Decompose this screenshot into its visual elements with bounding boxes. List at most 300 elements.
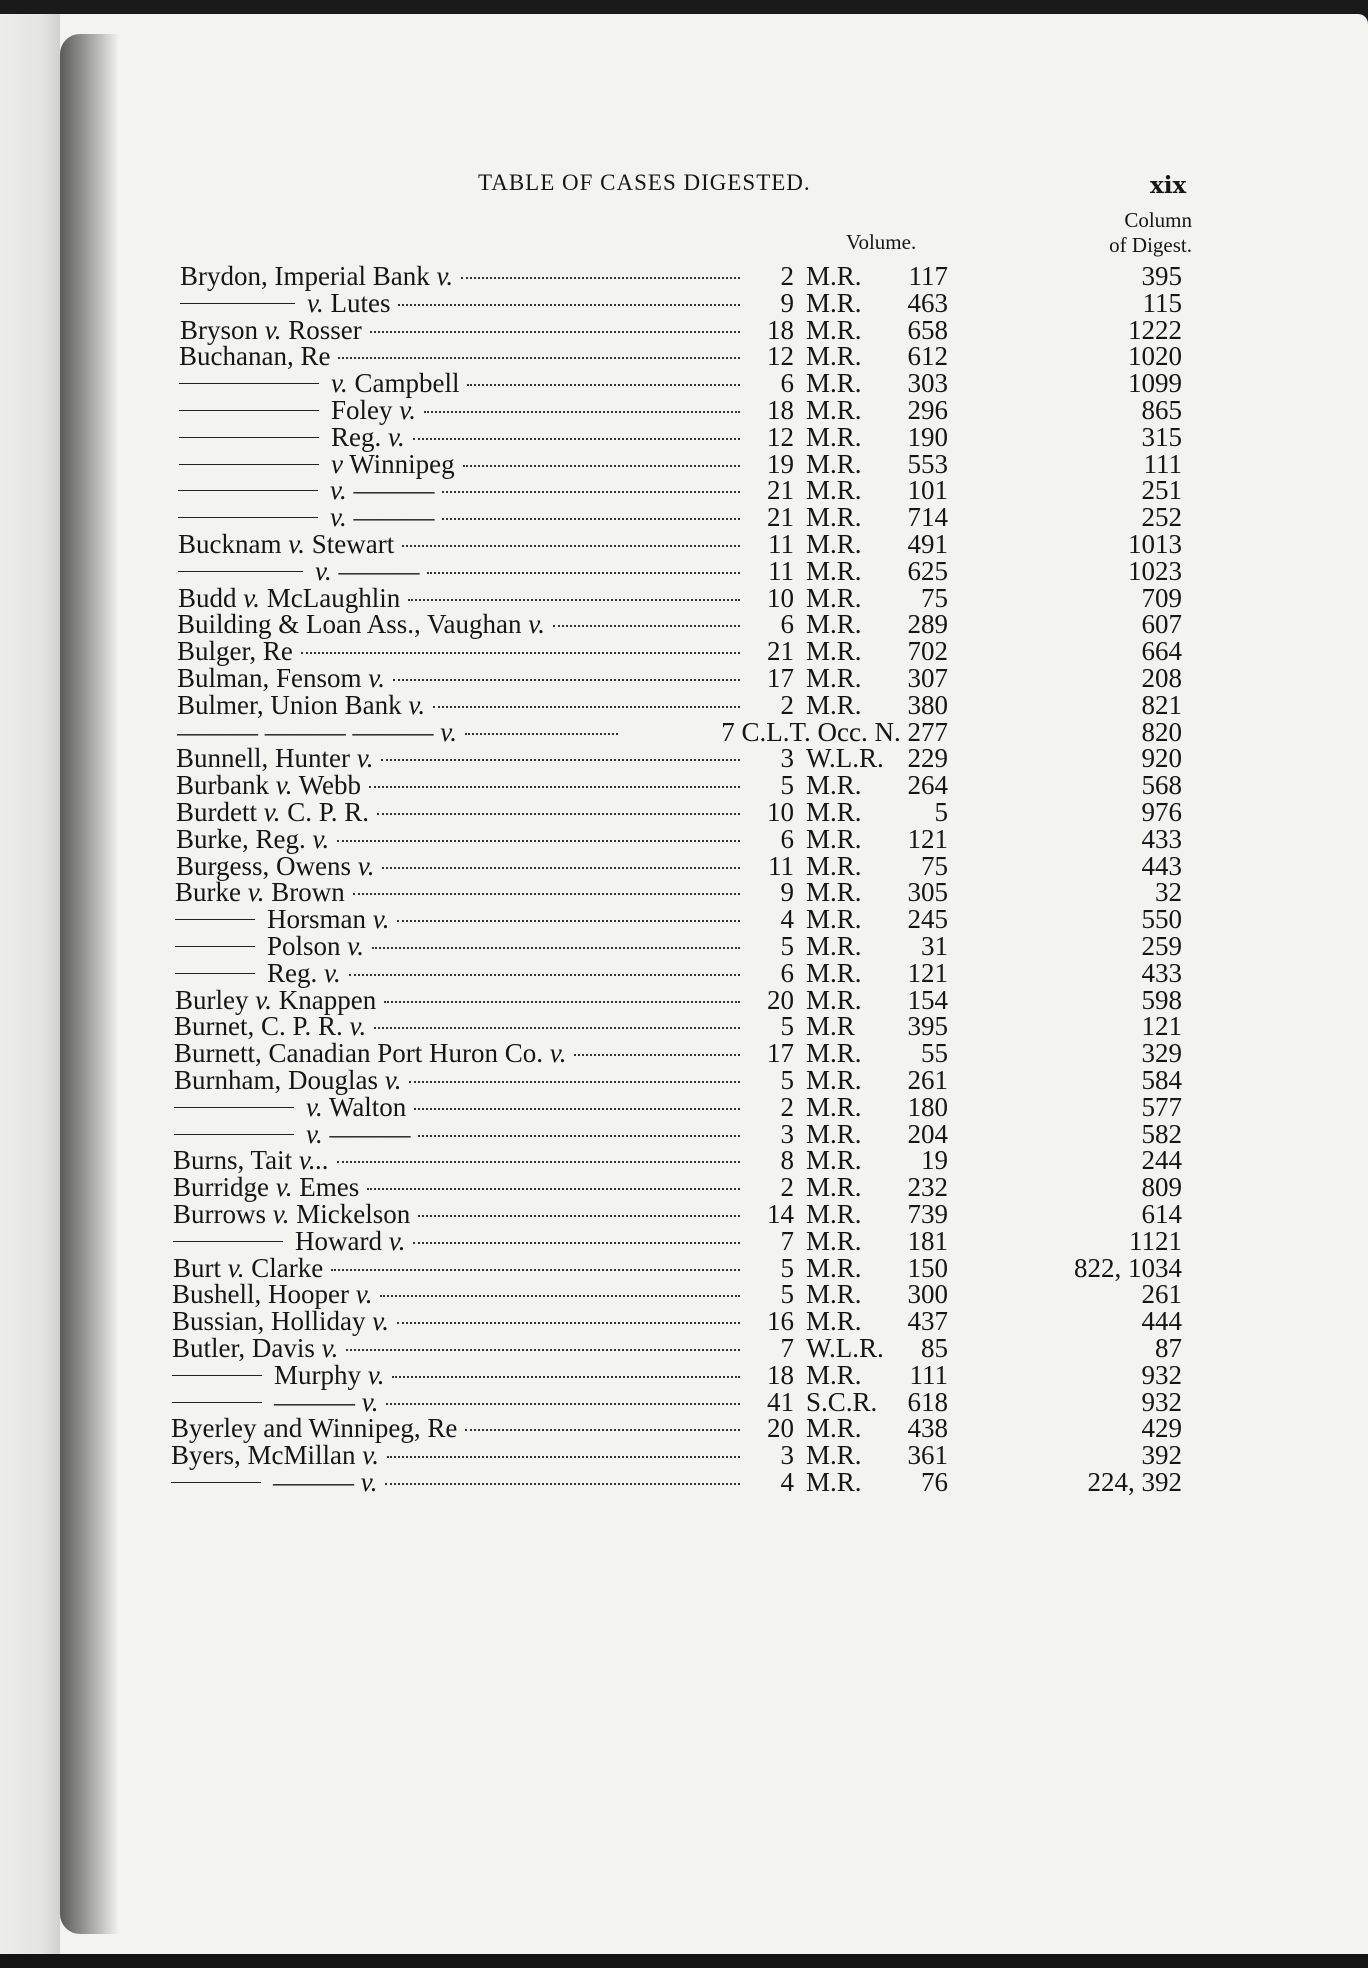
leader-dots bbox=[413, 438, 740, 440]
case-name bbox=[171, 1466, 744, 1498]
versus-mark: v. bbox=[307, 288, 324, 318]
party-name: Bushell, Hooper bbox=[172, 1279, 356, 1309]
opposing-party: C. P. R. bbox=[280, 797, 370, 827]
report-page: 19 bbox=[921, 1145, 948, 1175]
report-abbrev: M.R. bbox=[806, 449, 862, 479]
party-name: ——— bbox=[273, 1467, 361, 1497]
volume-number: 11 bbox=[768, 851, 794, 881]
report-abbrev: M.R. bbox=[806, 368, 862, 398]
party-name: Reg. bbox=[267, 958, 324, 988]
report-page: 380 bbox=[907, 690, 948, 720]
ditto-dash bbox=[174, 1134, 294, 1135]
report-abbrev: M.R. bbox=[806, 1413, 862, 1443]
leader-dots bbox=[465, 1429, 740, 1431]
digest-column: 1121 bbox=[1129, 1226, 1182, 1256]
volume-number: 5 bbox=[780, 1065, 794, 1095]
ditto-dash bbox=[175, 973, 255, 974]
report-page: 714 bbox=[907, 502, 948, 532]
page-number: xix bbox=[1150, 172, 1187, 199]
volume-number: 6 bbox=[780, 824, 794, 854]
volume-number: 10 bbox=[767, 583, 794, 613]
leader-dots bbox=[377, 813, 740, 815]
opposing-party: ——— bbox=[346, 502, 435, 532]
versus-mark: v. bbox=[361, 1387, 379, 1417]
party-name: Byers, McMillan bbox=[171, 1440, 363, 1470]
report-page: 190 bbox=[907, 422, 948, 452]
opposing-party: Clarke bbox=[244, 1253, 324, 1283]
digest-column: 577 bbox=[1141, 1092, 1182, 1122]
digest-column: 821 bbox=[1141, 690, 1182, 720]
digest-column: 115 bbox=[1142, 288, 1182, 318]
report-page: 296 bbox=[907, 395, 948, 425]
volume-number: 8 bbox=[780, 1145, 794, 1175]
report-page: 618 bbox=[907, 1387, 948, 1417]
report-abbrev: M.R. bbox=[806, 1467, 862, 1497]
leader-dots bbox=[370, 331, 740, 333]
digest-column: 392 bbox=[1141, 1440, 1182, 1470]
digest-column: 568 bbox=[1141, 770, 1182, 800]
digest-column: 1099 bbox=[1128, 368, 1182, 398]
report-page: 261 bbox=[907, 1065, 948, 1095]
report-abbrev: M.R. bbox=[806, 636, 862, 666]
volume-number: 17 bbox=[767, 1038, 794, 1068]
digest-column: 32 bbox=[1155, 877, 1182, 907]
volume-citation: 7 C.L.T. Occ. N. 277 bbox=[721, 717, 948, 747]
versus-mark: v. bbox=[440, 717, 457, 747]
leader-dots bbox=[442, 518, 740, 520]
digest-column: 329 bbox=[1141, 1038, 1182, 1068]
leader-dots bbox=[392, 1376, 740, 1378]
volume-number: 6 bbox=[780, 958, 794, 988]
digest-column: 614 bbox=[1141, 1199, 1182, 1229]
digest-column: 1222 bbox=[1128, 315, 1182, 345]
volume-number: 5 bbox=[780, 1279, 794, 1309]
party-name: Bulman, Fensom bbox=[177, 663, 369, 693]
digest-column: 664 bbox=[1141, 636, 1182, 666]
column-of-digest-heading bbox=[1070, 208, 1192, 258]
ditto-dash bbox=[175, 946, 255, 947]
party-name: Butler, Davis bbox=[172, 1333, 322, 1363]
versus-mark: v. bbox=[247, 877, 265, 907]
leader-dots bbox=[382, 867, 740, 869]
volume-number: 41 bbox=[767, 1387, 794, 1417]
digest-column: 244 bbox=[1141, 1145, 1182, 1175]
party-name: Murphy bbox=[274, 1360, 368, 1390]
versus-mark: v. bbox=[275, 1172, 293, 1202]
volume-number: 9 bbox=[780, 288, 794, 318]
digest-column: 395 bbox=[1141, 261, 1182, 291]
versus-mark: v bbox=[331, 449, 343, 479]
party-name: Reg. bbox=[331, 422, 388, 452]
ditto-dash bbox=[178, 571, 303, 572]
digest-column: 822, 1034 bbox=[1074, 1253, 1182, 1283]
versus-mark: v. bbox=[399, 395, 416, 425]
volume-heading: Volume. bbox=[846, 230, 917, 254]
report-page: 307 bbox=[907, 663, 948, 693]
report-abbrev: M.R. bbox=[806, 904, 862, 934]
digest-column: 224, 392 bbox=[1087, 1467, 1182, 1497]
opposing-party: Rosser bbox=[281, 315, 362, 345]
report-abbrev: M.R. bbox=[806, 422, 862, 452]
opposing-party: ——— bbox=[322, 1119, 411, 1149]
leader-dots bbox=[393, 679, 740, 681]
versus-mark: v. bbox=[355, 1279, 373, 1309]
party-name: Howard bbox=[295, 1226, 389, 1256]
report-abbrev: M.R. bbox=[806, 1065, 862, 1095]
versus-mark: v. bbox=[331, 368, 348, 398]
report-page: 437 bbox=[907, 1306, 948, 1336]
ditto-dash bbox=[175, 919, 255, 920]
leader-dots bbox=[398, 304, 740, 306]
party-name: Burke, Reg. bbox=[176, 824, 313, 854]
leader-dots bbox=[465, 733, 618, 735]
volume-number: 18 bbox=[767, 395, 794, 425]
versus-mark: v. bbox=[362, 1440, 379, 1470]
report-page: 658 bbox=[907, 315, 948, 345]
versus-mark: v. bbox=[357, 851, 375, 881]
opposing-party: McLaughlin bbox=[260, 583, 401, 613]
versus-mark: v. bbox=[330, 502, 347, 532]
report-page: 180 bbox=[907, 1092, 948, 1122]
report-abbrev: M.R. bbox=[806, 502, 862, 532]
report-abbrev: S.C.R. bbox=[806, 1387, 878, 1417]
leader-dots bbox=[385, 1483, 740, 1485]
report-abbrev: M.R. bbox=[806, 1253, 862, 1283]
digest-column: 865 bbox=[1141, 395, 1182, 425]
versus-mark: v. bbox=[315, 556, 332, 586]
column-headings bbox=[0, 208, 1368, 258]
digest-column: 809 bbox=[1141, 1172, 1182, 1202]
report-page: 150 bbox=[907, 1253, 948, 1283]
ditto-dash bbox=[179, 464, 319, 465]
volume-number: 11 bbox=[768, 556, 794, 586]
report-abbrev: M.R. bbox=[806, 824, 862, 854]
leader-dots bbox=[414, 1108, 740, 1110]
party-name: Bucknam bbox=[178, 529, 289, 559]
leader-dots bbox=[301, 652, 740, 654]
party-name: Burt bbox=[173, 1253, 228, 1283]
ditto-dash bbox=[174, 1107, 294, 1108]
digest-column: 87 bbox=[1155, 1333, 1182, 1363]
volume-number: 9 bbox=[780, 877, 794, 907]
report-abbrev: M.R. bbox=[806, 395, 862, 425]
versus-mark: v. bbox=[436, 261, 454, 291]
versus-mark: v. bbox=[356, 743, 374, 773]
report-abbrev: M.R bbox=[806, 1011, 855, 1041]
report-page: 491 bbox=[907, 529, 948, 559]
digest-column: 444 bbox=[1141, 1306, 1182, 1336]
volume-number: 18 bbox=[767, 1360, 794, 1390]
party-name: Burridge bbox=[173, 1172, 276, 1202]
digest-column: 976 bbox=[1141, 797, 1182, 827]
party-name: Burnham, Douglas bbox=[174, 1065, 385, 1095]
opposing-party: Walton bbox=[322, 1092, 407, 1122]
opposing-party: ——— bbox=[331, 556, 420, 586]
party-name: Building & Loan Ass., Vaughan bbox=[177, 609, 529, 639]
volume-number: 18 bbox=[767, 315, 794, 345]
leader-dots bbox=[346, 1349, 740, 1351]
digest-column: 251 bbox=[1141, 475, 1182, 505]
leader-dots bbox=[553, 625, 740, 627]
party-name: Bunnell, Hunter bbox=[176, 743, 357, 773]
opposing-party: Mickelson bbox=[289, 1199, 411, 1229]
leader-dots bbox=[367, 1188, 740, 1190]
versus-mark: v. bbox=[360, 1467, 378, 1497]
volume-number: 16 bbox=[767, 1306, 794, 1336]
versus-mark: v. bbox=[272, 1199, 290, 1229]
party-name: Burley bbox=[175, 985, 256, 1015]
ditto-dash bbox=[179, 437, 319, 438]
versus-mark: v... bbox=[298, 1145, 330, 1175]
report-page: 361 bbox=[907, 1440, 948, 1470]
volume-number: 17 bbox=[767, 663, 794, 693]
versus-mark: v. bbox=[306, 1119, 323, 1149]
scan-border bbox=[0, 1954, 1368, 1968]
report-page: 395 bbox=[907, 1011, 948, 1041]
report-abbrev: M.R. bbox=[806, 1360, 862, 1390]
ditto-dash bbox=[178, 517, 318, 518]
leader-dots bbox=[408, 599, 740, 601]
report-page: 305 bbox=[907, 877, 948, 907]
ditto-dash bbox=[179, 383, 319, 384]
versus-mark: v. bbox=[324, 958, 341, 988]
leader-dots bbox=[418, 1215, 740, 1217]
digest-column: 820 bbox=[1141, 717, 1182, 747]
digest-column: 584 bbox=[1141, 1065, 1182, 1095]
versus-mark: v. bbox=[408, 690, 426, 720]
report-abbrev: M.R. bbox=[806, 797, 862, 827]
report-abbrev: M.R. bbox=[806, 931, 862, 961]
report-abbrev: M.R. bbox=[806, 583, 862, 613]
party-name: Horsman bbox=[267, 904, 373, 934]
leader-dots bbox=[427, 572, 740, 574]
volume-number: 3 bbox=[780, 743, 794, 773]
report-abbrev: M.R. bbox=[806, 1226, 862, 1256]
leader-dots bbox=[463, 465, 740, 467]
report-page: 245 bbox=[907, 904, 948, 934]
report-page: 229 bbox=[907, 743, 948, 773]
party-name: Budd bbox=[178, 583, 244, 613]
report-page: 289 bbox=[907, 609, 948, 639]
report-abbrev: M.R. bbox=[806, 851, 862, 881]
versus-mark: v. bbox=[264, 315, 282, 345]
versus-mark: v. bbox=[372, 1306, 389, 1336]
report-abbrev: M.R. bbox=[806, 556, 862, 586]
opposing-party: Emes bbox=[292, 1172, 360, 1202]
versus-mark: v. bbox=[368, 663, 385, 693]
party-name: Burke bbox=[175, 877, 248, 907]
report-page: 154 bbox=[907, 985, 948, 1015]
volume-number: 21 bbox=[767, 502, 794, 532]
report-abbrev: M.R. bbox=[806, 475, 862, 505]
digest-column: 443 bbox=[1141, 851, 1182, 881]
leader-dots bbox=[413, 1242, 740, 1244]
leader-dots bbox=[381, 759, 740, 761]
leader-dots bbox=[402, 545, 740, 547]
leader-dots bbox=[442, 491, 740, 493]
report-page: 121 bbox=[907, 958, 948, 988]
leader-dots bbox=[331, 1269, 740, 1271]
report-page: 232 bbox=[907, 1172, 948, 1202]
volume-number: 20 bbox=[767, 1413, 794, 1443]
party-name: Burbank bbox=[176, 770, 276, 800]
digest-column: 433 bbox=[1141, 824, 1182, 854]
report-abbrev: M.R. bbox=[806, 1119, 862, 1149]
report-page: 117 bbox=[908, 261, 948, 291]
volume-number: 2 bbox=[780, 1092, 794, 1122]
report-page: 702 bbox=[907, 636, 948, 666]
party-name: Burrows bbox=[173, 1199, 273, 1229]
versus-mark: v. bbox=[306, 1092, 323, 1122]
leader-dots bbox=[369, 786, 740, 788]
report-abbrev: M.R. bbox=[806, 1440, 862, 1470]
party-name: ——— ——— ——— bbox=[177, 717, 441, 747]
report-page: 111 bbox=[909, 1360, 948, 1390]
versus-mark: v. bbox=[255, 985, 272, 1015]
versus-mark: v. bbox=[367, 1360, 385, 1390]
volume-number: 3 bbox=[780, 1440, 794, 1470]
opposing-party: Campbell bbox=[347, 368, 460, 398]
report-page: 31 bbox=[921, 931, 948, 961]
report-page: 75 bbox=[921, 851, 948, 881]
digest-column: 598 bbox=[1141, 985, 1182, 1015]
column-heading-line-2: of Digest. bbox=[1109, 233, 1192, 257]
digest-column: 932 bbox=[1141, 1387, 1182, 1417]
opposing-party: Lutes bbox=[323, 288, 391, 318]
case-row bbox=[0, 1466, 1368, 1498]
leader-dots bbox=[349, 974, 740, 976]
report-page: 101 bbox=[907, 475, 948, 505]
versus-mark: v. bbox=[227, 1253, 245, 1283]
report-abbrev: M.R. bbox=[806, 958, 862, 988]
leader-dots bbox=[397, 1322, 740, 1324]
digest-column: 582 bbox=[1141, 1119, 1182, 1149]
volume-number: 6 bbox=[780, 609, 794, 639]
digest-column: 315 bbox=[1141, 422, 1182, 452]
report-page: 625 bbox=[907, 556, 948, 586]
leader-dots bbox=[467, 384, 740, 386]
volume-number: 20 bbox=[767, 985, 794, 1015]
versus-mark: v. bbox=[243, 583, 260, 613]
party-name: Bulger, Re bbox=[177, 636, 293, 666]
party-name: Brydon, Imperial Bank bbox=[180, 261, 437, 291]
report-page: 300 bbox=[907, 1279, 948, 1309]
versus-mark: v. bbox=[388, 1226, 406, 1256]
volume-number: 5 bbox=[780, 931, 794, 961]
ditto-dash bbox=[172, 1402, 262, 1403]
report-page: 181 bbox=[907, 1226, 948, 1256]
leader-dots bbox=[337, 1161, 740, 1163]
volume-number: 5 bbox=[780, 1253, 794, 1283]
volume-number: 2 bbox=[780, 261, 794, 291]
versus-mark: v. bbox=[321, 1333, 339, 1363]
volume-number: 5 bbox=[780, 770, 794, 800]
ditto-dash bbox=[180, 303, 295, 304]
versus-mark: v. bbox=[347, 931, 365, 961]
volume-number: 7 bbox=[780, 1226, 794, 1256]
report-page: 463 bbox=[907, 288, 948, 318]
volume-number: 11 bbox=[768, 529, 794, 559]
versus-mark: v. bbox=[330, 475, 347, 505]
digest-column: 1023 bbox=[1128, 556, 1182, 586]
report-page: 85 bbox=[921, 1333, 948, 1363]
report-page: 75 bbox=[921, 583, 948, 613]
party-name: Bussian, Holliday bbox=[172, 1306, 373, 1336]
opposing-party: Brown bbox=[264, 877, 345, 907]
leader-dots bbox=[397, 920, 740, 922]
report-page: 303 bbox=[907, 368, 948, 398]
digest-column: 433 bbox=[1141, 958, 1182, 988]
volume-number: 10 bbox=[767, 797, 794, 827]
volume-number: 2 bbox=[780, 690, 794, 720]
party-name: Burdett bbox=[176, 797, 264, 827]
digest-column: 1020 bbox=[1128, 341, 1182, 371]
party-name: Foley bbox=[331, 395, 400, 425]
column-heading-line-1: Column bbox=[1124, 208, 1192, 232]
report-abbrev: M.R. bbox=[806, 529, 862, 559]
leader-dots bbox=[461, 277, 740, 279]
report-abbrev: M.R. bbox=[806, 1145, 862, 1175]
volume-number: 21 bbox=[767, 636, 794, 666]
versus-mark: v. bbox=[288, 529, 305, 559]
leader-dots bbox=[338, 357, 740, 359]
opposing-party: ——— bbox=[346, 475, 435, 505]
opposing-party: Knappen bbox=[271, 985, 377, 1015]
report-page: 55 bbox=[921, 1038, 948, 1068]
report-abbrev: M.R. bbox=[806, 261, 862, 291]
report-page: 121 bbox=[907, 824, 948, 854]
report-page: 553 bbox=[907, 449, 948, 479]
leader-dots bbox=[372, 947, 740, 949]
volume-number: 12 bbox=[767, 422, 794, 452]
party-name: Burns, Tait bbox=[173, 1145, 299, 1175]
page-header bbox=[0, 170, 1368, 210]
party-name: Bryson bbox=[180, 315, 265, 345]
ditto-dash bbox=[172, 1375, 262, 1376]
leader-dots bbox=[418, 1135, 740, 1137]
volume-number: 12 bbox=[767, 341, 794, 371]
report-abbrev: M.R. bbox=[806, 770, 862, 800]
digest-column: 920 bbox=[1141, 743, 1182, 773]
digest-column: 429 bbox=[1141, 1413, 1182, 1443]
digest-column: 259 bbox=[1141, 931, 1182, 961]
report-abbrev: M.R. bbox=[806, 877, 862, 907]
versus-mark: v. bbox=[372, 904, 390, 934]
opposing-party: Webb bbox=[292, 770, 362, 800]
report-abbrev: M.R. bbox=[806, 341, 862, 371]
versus-mark: v. bbox=[549, 1038, 567, 1068]
leader-dots bbox=[424, 411, 740, 413]
party-name: Burgess, Owens bbox=[176, 851, 358, 881]
report-page: 5 bbox=[934, 797, 948, 827]
volume-number: 21 bbox=[767, 475, 794, 505]
leader-dots bbox=[337, 840, 740, 842]
digest-column: 111 bbox=[1143, 449, 1182, 479]
digest-column: 261 bbox=[1141, 1279, 1182, 1309]
report-page: 264 bbox=[907, 770, 948, 800]
opposing-party: Stewart bbox=[304, 529, 395, 559]
report-abbrev: M.R. bbox=[806, 1306, 862, 1336]
party-name: ——— bbox=[274, 1387, 362, 1417]
party-name: Bulmer, Union Bank bbox=[177, 690, 409, 720]
ditto-dash bbox=[173, 1241, 283, 1242]
digest-column: 607 bbox=[1141, 609, 1182, 639]
report-abbrev: M.R. bbox=[806, 1199, 862, 1229]
leader-dots bbox=[409, 1081, 740, 1083]
volume-number: 3 bbox=[780, 1119, 794, 1149]
leader-dots bbox=[384, 1001, 740, 1003]
report-abbrev: M.R. bbox=[806, 663, 862, 693]
